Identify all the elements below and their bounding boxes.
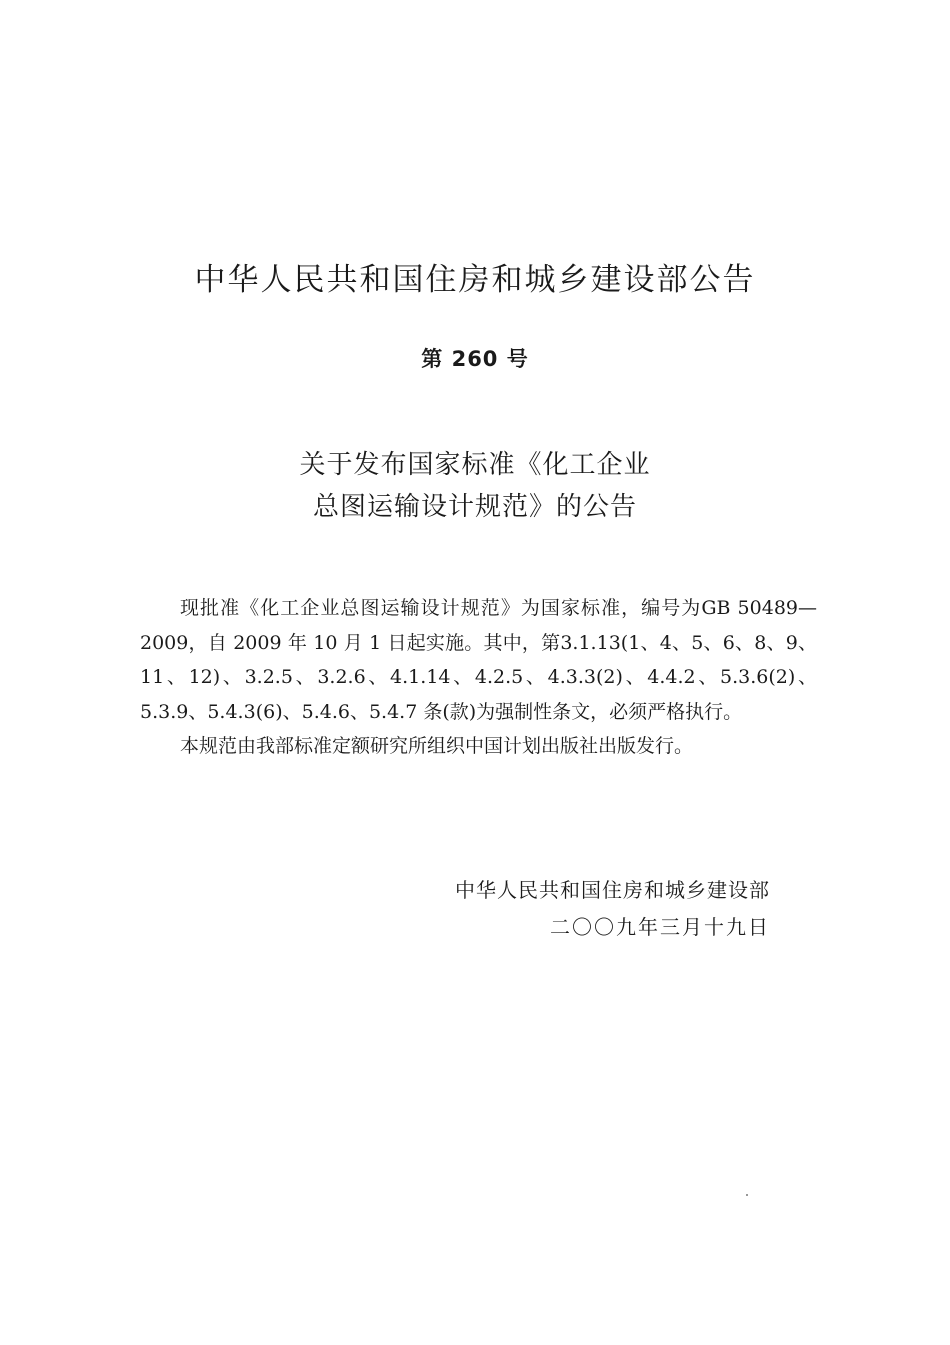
- signature-date: 二〇〇九年三月十九日: [550, 915, 770, 939]
- title-line-1: 关于发布国家标准《化工企业: [299, 450, 651, 480]
- announcement-title: [0, 444, 950, 528]
- announcement-body: [140, 591, 817, 764]
- title-line-2: 总图运输设计规范》的公告: [312, 492, 637, 522]
- body-paragraph-2: 本规范由我部标准定额研究所组织中国计划出版社出版发行。: [180, 735, 694, 757]
- signature-organization: 中华人民共和国住房和城乡建设部: [455, 878, 770, 902]
- issuing-authority-heading: 中华人民共和国住房和城乡建设部公告: [194, 262, 756, 298]
- body-paragraph-1: 现批准《化工企业总图运输设计规范》为国家标准，编号为GB 50489—2009，自 2009 年 10 月 1 日起实施。其中，第3.1.13(1、4、5、6、8、9、11、12)、3.2.5、3.2.6、4.1.14、4.2.5、4.3.3(2)、4.4.2、5.3.6(2)、5.3.9、5.4.3(6)、5.4.6、5.4.7 条(款)为强制性条文，必须严格执行。: [140, 597, 817, 723]
- scan-speck: [746, 1194, 748, 1196]
- announcement-number: 第 260 号: [421, 347, 529, 371]
